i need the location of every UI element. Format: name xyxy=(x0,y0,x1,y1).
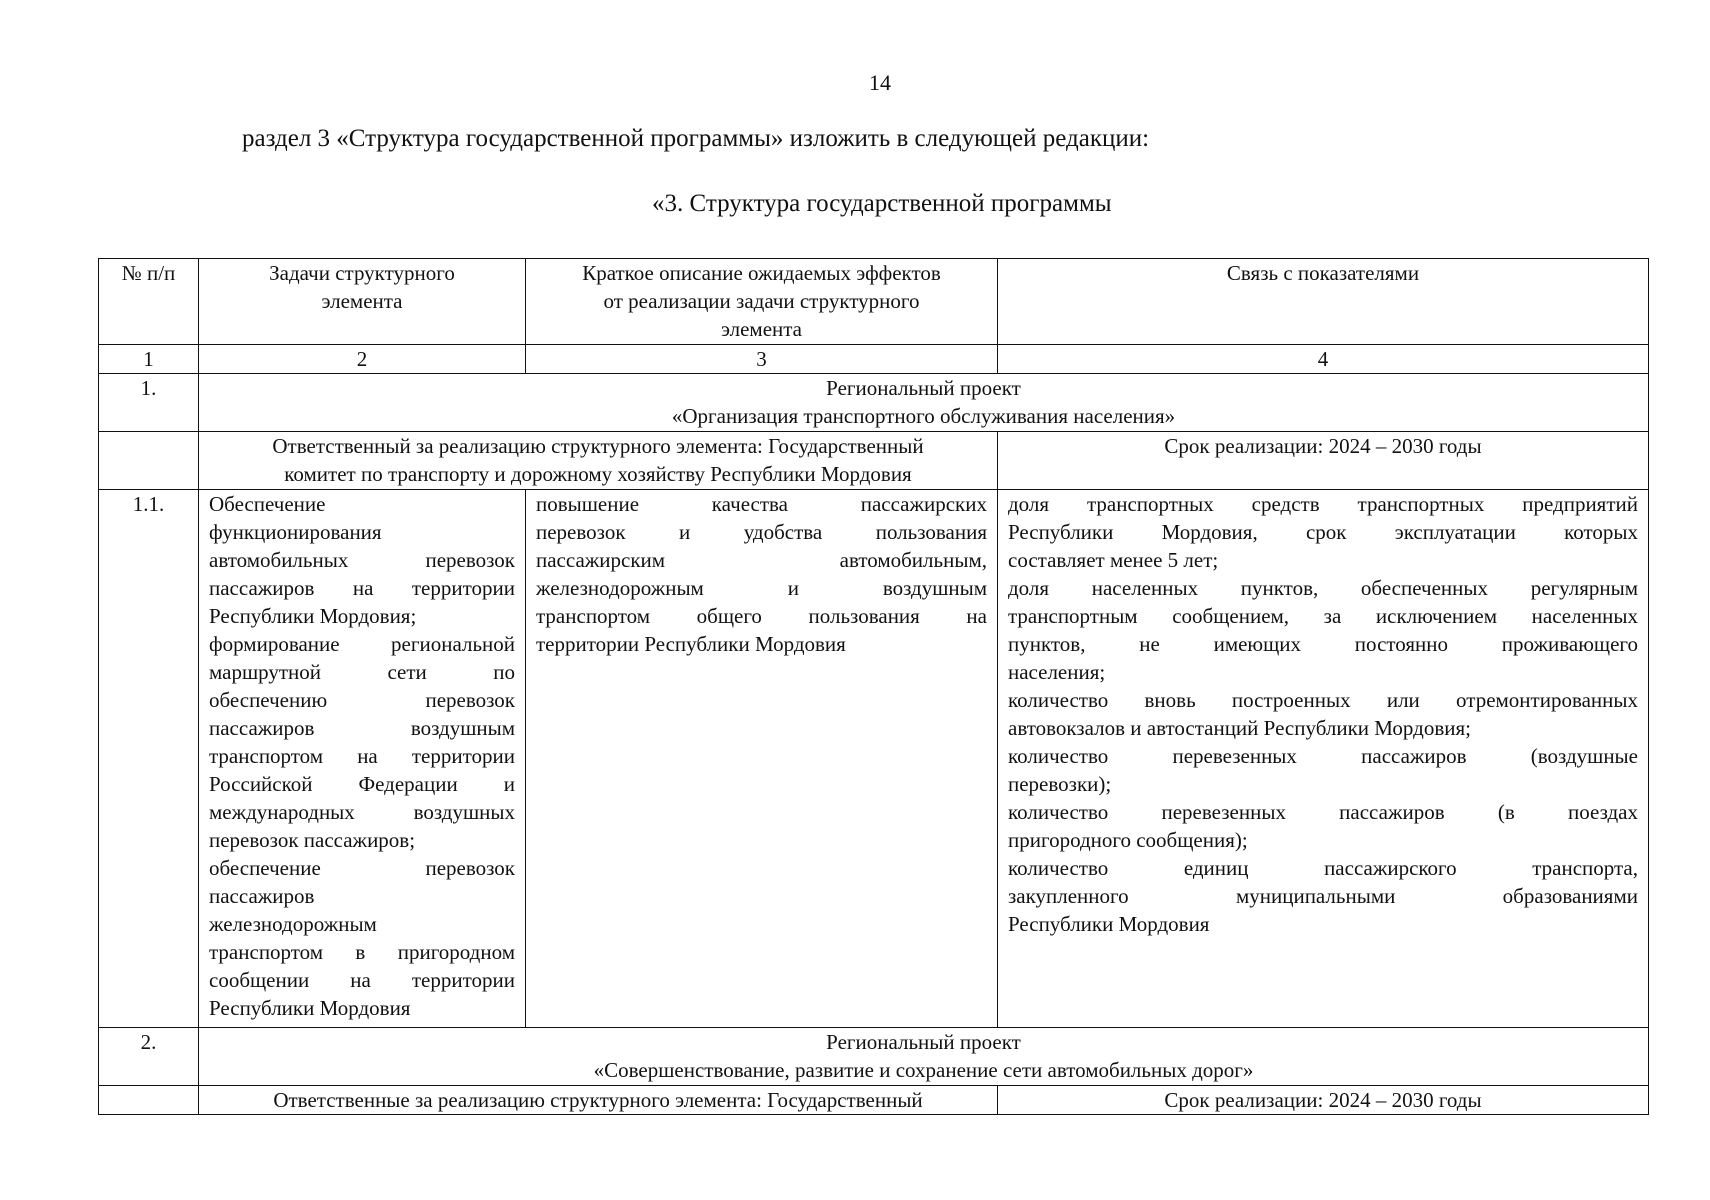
task-line: Республики Мордовия; xyxy=(209,604,417,628)
header-line: Задачи структурного xyxy=(269,261,455,285)
responsible-line: Ответственный за реализацию структурного элемента: Государственный xyxy=(272,434,924,458)
column-number-row xyxy=(99,345,1649,374)
task-line: автомобильных перевозок xyxy=(209,548,515,572)
section-1-responsible xyxy=(199,432,998,490)
indicator-line: населения; xyxy=(1008,660,1106,684)
row-1-1 xyxy=(99,490,1649,1028)
responsible-line: комитет по транспорту и дорожному хозяйству Республики Мордовия xyxy=(284,462,912,486)
task-line: пассажиров xyxy=(209,884,315,908)
indicator-line: составляет менее 5 лет; xyxy=(1008,548,1219,572)
header-line: от реализации задачи структурного xyxy=(603,289,920,313)
row-1-1-tasks xyxy=(199,490,526,1028)
task-line: Обеспечение xyxy=(209,492,326,516)
project-label: Региональный проект xyxy=(826,376,1021,400)
task-line: функционирования xyxy=(209,520,382,544)
task-line: формирование региональной xyxy=(209,632,515,656)
task-line: обеспечение перевозок xyxy=(209,856,515,880)
empty-cell xyxy=(99,1086,199,1115)
column-number: 1 xyxy=(99,345,199,374)
section-1-term: Срок реализации: 2024 – 2030 годы xyxy=(998,432,1649,490)
task-line: железнодорожным xyxy=(209,912,377,936)
task-line: перевозок пассажиров; xyxy=(209,828,416,852)
indicator-line: пунктов, не имеющих постоянно проживающего xyxy=(1008,632,1638,656)
row-1-1-effects xyxy=(526,490,998,1028)
task-line: транспортом в пригородном xyxy=(209,940,515,964)
indicator-line: транспортным сообщением, за исключением населенных xyxy=(1008,604,1638,628)
effect-line: перевозок и удобства пользования xyxy=(536,520,987,544)
indicator-line: количество вновь построенных или отремонтированных xyxy=(1008,688,1638,712)
indicator-line: перевозки); xyxy=(1008,772,1112,796)
effect-line: территории Республики Мордовия xyxy=(536,632,846,656)
responsible-line: Ответственные за реализацию структурного элемента: Государственный xyxy=(273,1088,923,1112)
task-line: транспортом на территории xyxy=(209,744,515,768)
column-number: 2 xyxy=(199,345,526,374)
page-number: 14 xyxy=(869,70,891,95)
indicator-line: автовокзалов и автостанций Республики Мордовия; xyxy=(1008,716,1471,740)
indicator-line: пригородного сообщения); xyxy=(1008,828,1248,852)
task-line: пассажиров на территории xyxy=(209,576,515,600)
section-2-number: 2. xyxy=(99,1028,199,1086)
section-1-responsible-row xyxy=(99,432,1649,490)
task-line: маршрутной сети по xyxy=(209,660,515,684)
indicator-line: доля транспортных средств транспортных предприятий xyxy=(1008,492,1638,516)
header-effects xyxy=(526,259,998,345)
empty-cell xyxy=(99,432,199,490)
indicator-line: Республики Мордовия xyxy=(1008,912,1210,936)
project-name: «Совершенствование, развитие и сохранение сети автомобильных дорог» xyxy=(593,1058,1254,1082)
task-line: пассажиров воздушным xyxy=(209,716,515,740)
row-1-1-number: 1.1. xyxy=(99,490,199,1028)
project-name: «Организация транспортного обслуживания населения» xyxy=(671,404,1176,428)
task-line: международных воздушных xyxy=(209,800,515,824)
header-line: № п/п xyxy=(121,261,176,285)
header-number xyxy=(99,259,199,345)
header-line: элемента xyxy=(720,317,803,341)
header-tasks xyxy=(199,259,526,345)
row-1-1-indicators xyxy=(998,490,1649,1028)
header-line: Краткое описание ожидаемых эффектов xyxy=(582,261,941,285)
header-line: элемента xyxy=(321,289,403,313)
effect-line: железнодорожным и воздушным xyxy=(536,576,987,600)
column-number: 3 xyxy=(526,345,998,374)
section-2-responsible xyxy=(199,1086,998,1115)
section-2-term: Срок реализации: 2024 – 2030 годы xyxy=(998,1086,1649,1115)
task-line: обеспечению перевозок xyxy=(209,688,515,712)
header-indicators xyxy=(998,259,1649,345)
header-line: Связь с показателями xyxy=(1226,261,1420,285)
indicator-line: количество единиц пассажирского транспорта, xyxy=(1008,856,1638,880)
section-1-number: 1. xyxy=(99,374,199,432)
task-line: Российской Федерации и xyxy=(209,772,515,796)
intro-paragraph: раздел 3 «Структура государственной программы» изложить в следующей редакции: xyxy=(242,125,1150,152)
section-heading: «3. Структура государственной программы xyxy=(652,190,1112,217)
indicator-line: доля населенных пунктов, обеспеченных регулярным xyxy=(1008,576,1638,600)
indicator-line: количество перевезенных пассажиров (воздушные xyxy=(1008,744,1638,768)
indicator-line: закупленного муниципальными образованиями xyxy=(1008,884,1638,908)
effect-line: пассажирским автомобильным, xyxy=(536,548,987,572)
task-line: сообщении на территории xyxy=(209,968,515,992)
indicator-line: количество перевезенных пассажиров (в поездах xyxy=(1008,800,1638,824)
effect-line: повышение качества пассажирских xyxy=(536,492,987,516)
task-line: Республики Мордовия xyxy=(209,996,411,1020)
section-2-row xyxy=(99,1028,1649,1086)
section-2-responsible-row xyxy=(99,1086,1649,1115)
column-number: 4 xyxy=(998,345,1649,374)
structure-table xyxy=(98,258,1649,1115)
header-row xyxy=(99,259,1649,345)
project-label: Региональный проект xyxy=(826,1030,1021,1054)
section-1-project xyxy=(199,374,1649,432)
section-1-row xyxy=(99,374,1649,432)
effect-line: транспортом общего пользования на xyxy=(536,604,987,628)
indicator-line: Республики Мордовия, срок эксплуатации которых xyxy=(1008,520,1638,544)
section-2-project xyxy=(199,1028,1649,1086)
